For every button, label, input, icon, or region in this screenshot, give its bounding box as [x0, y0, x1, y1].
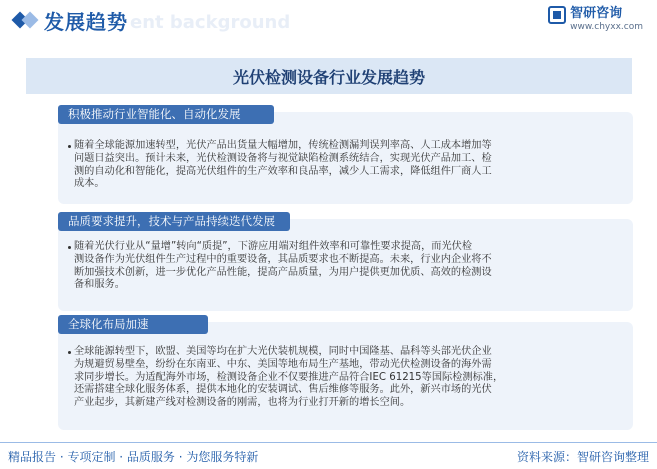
- bullet-icon: [68, 246, 71, 249]
- trend-heading-3: 全球化布局加速: [58, 315, 208, 334]
- trend-2-line: 测设备作为光伏组件生产过程中的重要设备，其品质要求也不断提高。未来，行业内企业将不: [74, 253, 492, 265]
- trend-2-line: 随着光伏行业从“量增”转向“质提”，下游应用端对组件效率和可靠性要求提高，而光伏检: [74, 241, 473, 252]
- section-title: 发展趋势: [44, 10, 128, 34]
- trend-heading-2: 品质要求提升，技术与产品持续迭代发展: [58, 212, 290, 231]
- bullet-icon: [68, 351, 71, 354]
- trend-3-line: 为规避贸易壁垒，纷纷在东南亚、中东、美国等地布局生产基地，带动光伏检测设备的海外需: [74, 358, 492, 370]
- main-title: 光伏检测设备行业发展趋势: [232, 68, 425, 87]
- trend-body-2: [74, 241, 614, 292]
- trend-body-1: [74, 140, 614, 191]
- trend-heading-1: 积极推动行业智能化、自动化发展: [58, 105, 274, 124]
- trend-1-line: 成本。: [74, 178, 105, 190]
- footer-source: 资料来源：智研咨询整理: [516, 450, 649, 464]
- brand-name: 智研咨询: [570, 6, 623, 21]
- footer-slogan: 精品报告 · 专项定制 · 品质服务 · 为您服务特新: [8, 450, 259, 464]
- top-bar: [0, 0, 657, 40]
- brand: [548, 6, 643, 33]
- diamond-icon: [12, 10, 42, 30]
- brand-url: www.chyxx.com: [570, 22, 643, 32]
- trend-1-line: 问题日益突出。预计未来，光伏检测设备将与视觉缺陷检测系统结合，实现光伏产品加工、检: [74, 152, 492, 164]
- trend-3-line: 产业起步，其新建产线对检测设备的刚需，也将为行业打开新的增长空间。: [74, 397, 411, 409]
- trend-3-line: 求同步增长。为适配海外市场，检测设备企业不仅要推进产品符合IEC 61215等国际检测标准，: [74, 371, 504, 383]
- trend-2-line: 断加强技术创新，进一步优化产品性能，提高产品质量，为用户提供更加优质、高效的检测设: [74, 266, 492, 278]
- watermark-text: ent background: [130, 12, 291, 33]
- trend-3-line: 全球能源转型下，欧盟、美国等均在扩大光伏装机规模，同时中国隆基、晶科等头部光伏企业: [74, 346, 492, 357]
- trend-1-line: 随着全球能源加速转型，光伏产品出货量大幅增加，传统检测漏判误判率高、人工成本增加等: [74, 140, 492, 151]
- trend-2-line: 备和服务。: [74, 279, 125, 291]
- trend-body-3: [74, 346, 614, 410]
- main-title-banner: [26, 58, 632, 94]
- trend-1-line: 测的自动化和智能化，提高光伏组件的生产效率和良品率，减少人工需求，降低组件厂商人工: [74, 165, 492, 177]
- footer: [0, 442, 657, 469]
- bullet-icon: [68, 145, 71, 148]
- brand-logo-icon: [548, 6, 566, 24]
- trend-3-line: 还需搭建全球化服务体系，提供本地化的安装调试、售后维修等服务。此外，新兴市场的光伏: [74, 384, 492, 396]
